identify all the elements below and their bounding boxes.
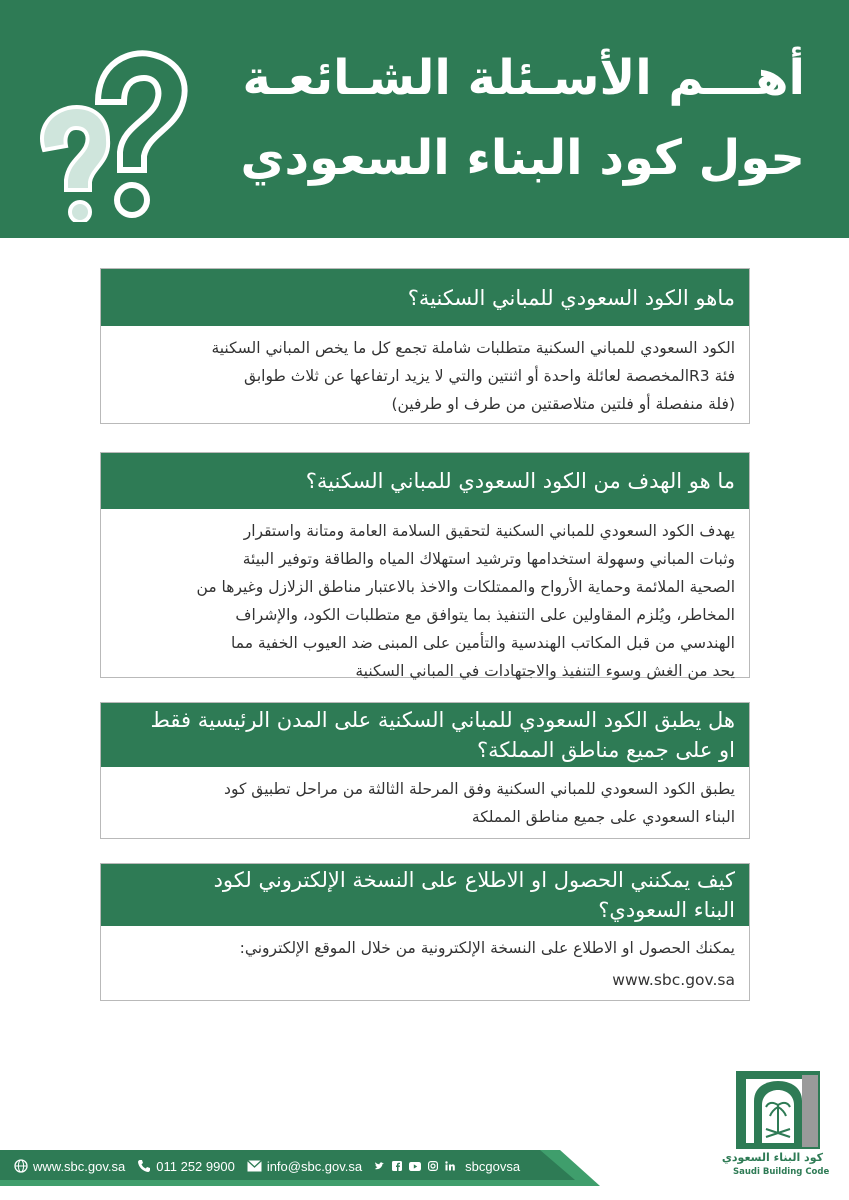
- logo-arabic-text: كود البناء السعودي: [721, 1151, 823, 1164]
- faq-answer-line: وثبات المباني وسهولة استخدامها وترشيد استهلاك المياه والطاقة وتوفير البيئة: [242, 550, 735, 568]
- sbc-website-link[interactable]: www.sbc.gov.sa: [612, 971, 735, 989]
- instagram-icon[interactable]: [428, 1161, 438, 1171]
- social-icons: [374, 1161, 460, 1172]
- footer-social[interactable]: [374, 1159, 520, 1174]
- page-title-line2: حول كود البناء السعودي: [240, 130, 805, 186]
- faq-answer-line: يحد من الغش وسوء التنفيذ والاجتهادات في المباني السكنية: [355, 662, 735, 680]
- faq-question-4: [101, 864, 749, 926]
- footer-contacts: [14, 1153, 532, 1179]
- twitter-icon[interactable]: [374, 1161, 385, 1172]
- faq-card-1: [100, 268, 750, 424]
- faq-answer-line: المخاطر، ويُلزم المقاولين على التنفيذ بما يتوافق مع متطلبات الكود، والإشراف: [235, 606, 735, 624]
- footer-phone-text: 011 252 9900: [156, 1158, 235, 1174]
- faq-question-line: او على جميع مناطق المملكة؟: [477, 738, 735, 762]
- faq-question-line: هل يطبق الكود السعودي للمباني السكنية على المدن الرئيسية فقط: [150, 708, 735, 732]
- faq-answer-line: فئة R3المخصصة لعائلة واحدة أو اثنتين والتي لا يزيد ارتفاعها عن ثلاث طوابق: [243, 367, 735, 385]
- faq-answer-1: [101, 326, 749, 426]
- logo-english-text: Saudi Building Code: [733, 1167, 830, 1177]
- faq-question-text: [121, 705, 735, 765]
- globe-icon: [14, 1159, 28, 1173]
- faq-question-3: [101, 703, 749, 767]
- faq-question-text: [121, 865, 735, 925]
- facebook-icon[interactable]: [392, 1161, 402, 1171]
- faq-answer-3: [101, 767, 749, 839]
- faq-answer-line: (فلة منفصلة أو فلتين متلاصقتين من طرف او طرفين): [391, 395, 735, 413]
- faq-card-3: [100, 702, 750, 839]
- faq-question-line: ما هو الهدف من الكود السعودي للمباني السكنية؟: [305, 469, 735, 493]
- faq-question-2: [101, 453, 749, 509]
- header-banner: [0, 0, 849, 238]
- linkedin-icon[interactable]: [445, 1161, 455, 1171]
- footer-website-text: www.sbc.gov.sa: [33, 1158, 126, 1174]
- footer-email[interactable]: [247, 1159, 362, 1174]
- faq-card-4: [100, 863, 750, 1001]
- faq-question-line: البناء السعودي؟: [598, 898, 735, 922]
- footer-website[interactable]: [14, 1159, 125, 1174]
- faq-answer-line: يطبق الكود السعودي للمباني السكنية وفق المرحلة الثالثة من مراحل تطبيق كود: [224, 780, 735, 798]
- faq-answer-line: يمكنك الحصول او الاطلاع على النسخة الإلكترونية من خلال الموقع الإلكتروني:: [239, 939, 735, 957]
- faq-answer-line: يهدف الكود السعودي للمباني السكنية لتحقيق السلامة العامة ومتانة واستقرار: [243, 522, 735, 540]
- phone-icon: [137, 1159, 151, 1173]
- faq-answer-line: الصحية الملائمة وحماية الأرواح والممتلكات والاخذ بالاعتبار مناطق الزلازل وغيرها من: [196, 578, 735, 596]
- faq-card-2: [100, 452, 750, 678]
- faq-answer-line: الكود السعودي للمباني السكنية متطلبات شاملة تجمع كل ما يخص المباني السكنية: [211, 339, 735, 357]
- faq-question-1: [101, 269, 749, 326]
- envelope-icon: [247, 1160, 262, 1172]
- page-title-line1: أهـــم الأسـئلة الشـائعـة: [242, 50, 805, 106]
- question-marks-icon: [20, 32, 200, 222]
- youtube-icon[interactable]: [409, 1162, 421, 1171]
- faq-question-line: ماهو الكود السعودي للمباني السكنية؟: [407, 285, 735, 310]
- faq-answer-2: [101, 509, 749, 693]
- faq-answer-line: الهندسي من قبل المكاتب الهندسية والتأمين على المبنى ضد العيوب الخفية مما: [231, 634, 735, 652]
- faq-answer-line: البناء السعودي على جميع مناطق المملكة: [471, 808, 735, 826]
- footer-social-handle: sbcgovsa: [465, 1158, 521, 1174]
- footer-phone[interactable]: [137, 1159, 235, 1174]
- sbc-logo-mark-icon: [736, 1071, 820, 1149]
- footer-email-text: info@sbc.gov.sa: [266, 1158, 363, 1174]
- sbc-logo: [721, 1071, 830, 1186]
- faq-answer-4: [101, 926, 749, 1002]
- faq-question-line: كيف يمكنني الحصول او الاطلاع على النسخة الإلكتروني لكود: [213, 868, 735, 892]
